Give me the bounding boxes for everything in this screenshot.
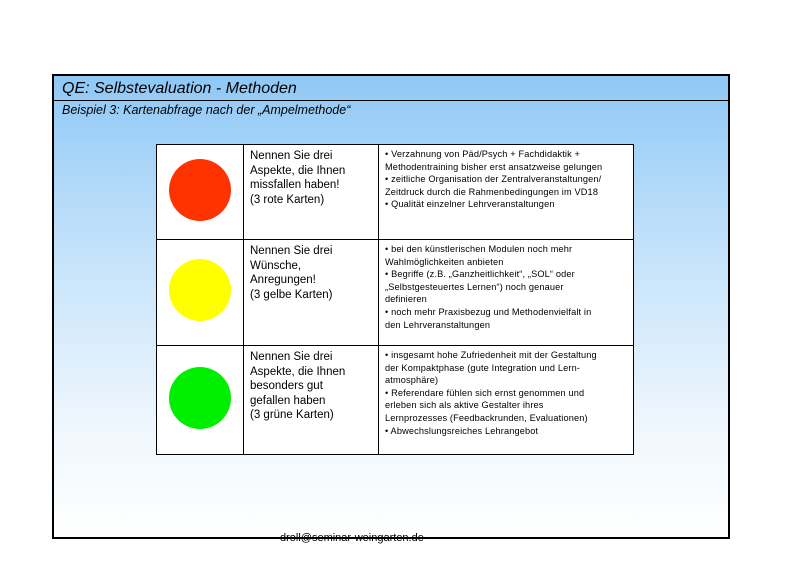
table-row-yellow: [157, 240, 634, 346]
table-row-green: [157, 346, 634, 455]
result-line: Methodentraining bisher erst ansatzweise gelungen: [385, 161, 603, 172]
prompt-line: Anregungen!: [250, 274, 316, 286]
result-line: Wahlmöglichkeiten anbieten: [385, 256, 504, 267]
slide-title: QE: Selbstevaluation - Methoden: [62, 80, 297, 97]
green-light-cell: [157, 346, 244, 455]
prompt-line: Nennen Sie drei: [250, 351, 333, 363]
prompt-line: Wünsche,: [250, 259, 302, 272]
prompt-line: (3 gelbe Karten): [250, 288, 333, 301]
prompt-green: [244, 346, 379, 455]
result-line: Zeitdruck durch die Rahmenbedingungen im VD18: [385, 186, 599, 197]
slide-subtitle: Beispiel 3: Kartenabfrage nach der „Ampelmethode“: [62, 103, 351, 117]
prompt-line: Nennen Sie drei: [250, 150, 333, 162]
table-row-red: [157, 145, 634, 240]
result-line: „Selbstgesteuertes Lernen“) noch genauer: [385, 281, 564, 292]
prompt-line: Aspekte, die Ihnen: [250, 365, 346, 378]
results-red: [379, 145, 634, 240]
green-light-icon: [169, 367, 231, 429]
result-line: • Qualität einzelner Lehrveranstaltungen: [385, 199, 555, 210]
results-green: [379, 346, 634, 455]
prompt-yellow: [244, 240, 379, 346]
ampel-table: [156, 144, 634, 455]
yellow-light-icon: [169, 259, 231, 321]
prompt-line: (3 grüne Karten): [250, 409, 334, 421]
result-line: der Kompaktphase (gute Integration und Lern-: [385, 362, 581, 373]
result-line: Lernprozesses (Feedbackrunden, Evaluationen): [385, 412, 588, 423]
prompt-line: Aspekte, die Ihnen: [250, 164, 346, 177]
slide-panel: [52, 74, 730, 544]
result-line: • Verzahnung von Päd/Psych + Fachdidaktik +: [385, 149, 581, 159]
result-line: • Referendare fühlen sich ernst genommen und: [385, 387, 585, 398]
prompt-line: missfallen haben!: [250, 179, 340, 191]
result-line: • insgesamt hohe Zufriedenheit mit der Gestaltung: [385, 350, 597, 360]
result-line: • noch mehr Praxisbezug und Methodenvielfalt in: [385, 306, 592, 317]
results-yellow: [379, 240, 634, 346]
prompt-red: [244, 145, 379, 240]
result-line: erleben sich als aktive Gestalter ihres: [385, 400, 544, 411]
result-line: • zeitliche Organisation der Zentralveranstaltungen/: [385, 174, 602, 185]
footer-email: droll@seminar-weingarten.de: [280, 532, 424, 544]
result-line: • Abwechslungsreiches Lehrangebot: [385, 425, 539, 436]
red-light-icon: [169, 159, 231, 221]
yellow-light-cell: [157, 240, 244, 346]
prompt-line: (3 rote Karten): [250, 193, 325, 206]
red-light-cell: [157, 145, 244, 240]
title-divider: [54, 100, 728, 101]
result-line: atmosphäre): [385, 375, 439, 386]
prompt-line: besonders gut: [250, 380, 323, 392]
result-line: definieren: [385, 294, 427, 305]
result-line: • Begriffe (z.B. „Ganzheitlichkeit“, „SOL“ oder: [385, 269, 575, 280]
result-line: • bei den künstlerischen Modulen noch mehr: [385, 244, 573, 254]
prompt-line: gefallen haben: [250, 394, 326, 407]
prompt-line: Nennen Sie drei: [250, 245, 333, 257]
result-line: den Lehrveranstaltungen: [385, 319, 491, 330]
